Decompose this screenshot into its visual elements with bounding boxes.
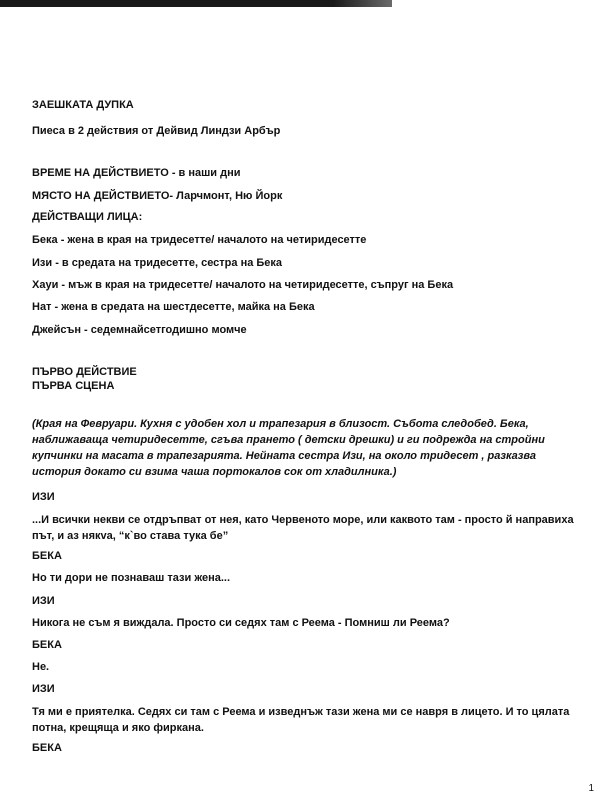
act-heading: ПЪРВО ДЕЙСТВИЕ [32,366,137,378]
speaker-name: БЕКА [32,742,62,754]
page-number: 1 [588,783,594,794]
place-of-action: МЯСТО НА ДЕЙСТВИЕТО- Ларчмонт, Ню Йорк [32,190,283,202]
scene-heading: ПЪРВА СЦЕНА [32,380,115,392]
dialogue-line: ...И всички некви се отдръпват от нея, като Червеното море, или каквото там - просто й направиха път, и аз някva, “к`во става тука бе” [32,514,574,542]
dialogue-line: Но ти дори не познаваш тази жена... [32,572,231,584]
character-item: Бека - жена в края на тридесетте/ началото на четиридесетте [32,234,367,246]
dialogue-line: Никога не съм я виждала. Просто си седях там с Реема - Помниш ли Реема? [32,617,450,629]
time-of-action: ВРЕМЕ НА ДЕЙСТВИЕТО - в наши дни [32,167,241,179]
stage-direction: (Края на Февруари. Кухня с удобен хол и трапезария в близост. Събота следобед. Бека, наближаваща четиридесетте, сгъва прането ( детски дрешки) и ги подрежда на стройни купчинки на масата в трапезарията. Нейната сестра Изи, на около тридесет , разказва история докато си взима чаша портокалов сок от хладилника.) [32,418,545,478]
character-item: Нат - жена в средата на шестдесетте, майка на Бека [32,301,315,313]
character-item: Хауи - мъж в края на тридесетте/ началото на четиридесетте, съпруг на Бека [32,279,454,291]
characters-heading: ДЕЙСТВАЩИ ЛИЦА: [32,211,143,223]
dialogue-line: Не. [32,661,50,673]
character-item: Джейсън - седемнайсетгодишно момче [32,324,247,336]
speaker-name: ИЗИ [32,595,55,607]
play-title: ЗАЕШКАТА ДУПКА [32,99,134,111]
play-subtitle: Пиеса в 2 действия от Дейвид Линдзи Арбър [32,125,281,137]
speaker-name: ИЗИ [32,491,55,503]
speaker-name: БЕКА [32,639,62,651]
speaker-name: ИЗИ [32,683,55,695]
speaker-name: БЕКА [32,550,62,562]
character-item: Изи - в средата на тридесетте, сестра на Бека [32,257,283,269]
dialogue-line: Тя ми е приятелка. Седях си там с Реема и изведнъж тази жена ми се навря в лицето. И то цялата потна, крещяща и яко фиркана. [32,706,570,734]
